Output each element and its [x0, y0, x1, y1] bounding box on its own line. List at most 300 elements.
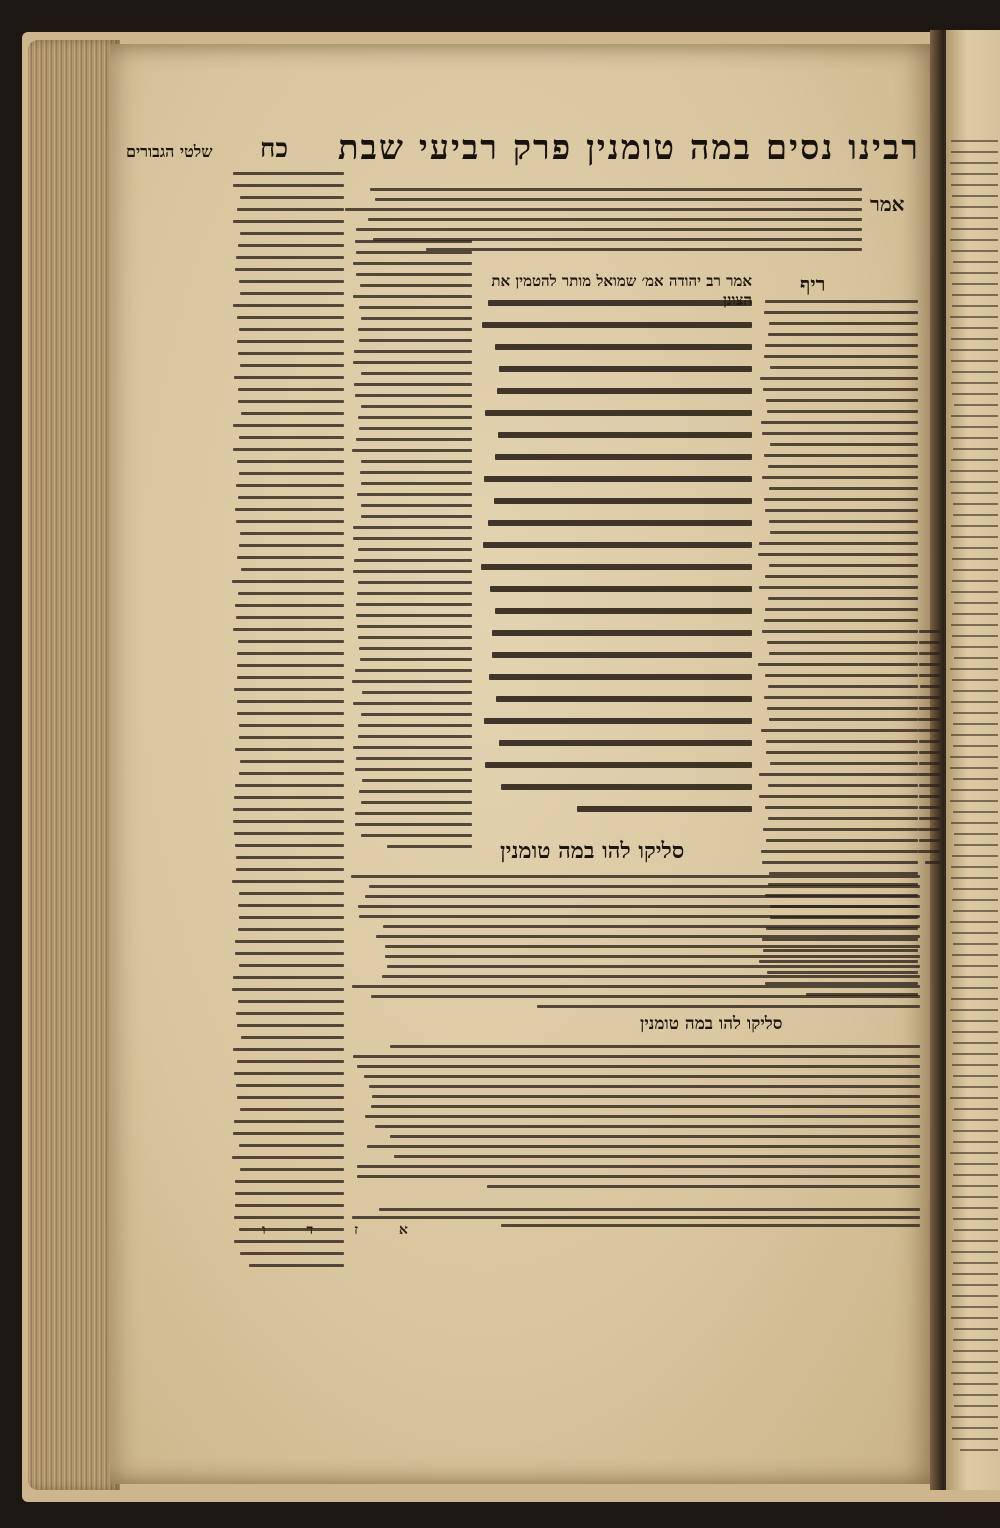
text-line	[358, 581, 472, 584]
text-line	[233, 220, 344, 223]
text-line	[951, 998, 998, 1000]
text-line	[233, 820, 344, 823]
text-line	[352, 1216, 920, 1219]
text-line	[375, 198, 862, 201]
text-line	[770, 366, 918, 369]
text-line	[488, 300, 752, 306]
text-line	[765, 300, 918, 303]
text-line	[353, 262, 472, 265]
text-line	[488, 520, 752, 526]
text-line	[951, 525, 998, 527]
text-line	[239, 916, 344, 919]
text-line	[954, 1405, 998, 1407]
text-line	[345, 208, 862, 211]
text-line	[370, 188, 862, 191]
text-line	[960, 1449, 998, 1451]
text-line	[951, 1317, 998, 1319]
text-line	[496, 696, 752, 702]
text-line	[495, 454, 752, 460]
text-line	[383, 925, 920, 928]
text-line	[353, 570, 472, 573]
text-line	[952, 1361, 998, 1363]
text-line	[233, 172, 344, 175]
text-line	[239, 724, 344, 727]
text-line	[950, 239, 998, 241]
text-line	[238, 1000, 344, 1003]
text-line	[354, 559, 472, 562]
text-line	[238, 496, 344, 499]
text-line	[953, 547, 998, 549]
running-head-title: רבינו נסים במה טומנין פרק רביעי שבת	[337, 128, 920, 168]
text-line	[769, 718, 918, 721]
text-line	[382, 975, 920, 978]
text-line	[765, 344, 918, 347]
text-line	[951, 228, 998, 230]
text-line	[358, 548, 472, 551]
text-line	[236, 1084, 344, 1087]
text-line	[358, 328, 472, 331]
text-line	[237, 556, 344, 559]
text-line	[240, 1108, 344, 1111]
text-line	[951, 360, 998, 362]
text-line	[953, 811, 998, 813]
text-line	[759, 542, 918, 545]
text-line	[495, 608, 752, 614]
text-line	[239, 328, 344, 331]
text-line	[237, 664, 344, 667]
text-line	[953, 778, 998, 780]
text-line	[951, 789, 998, 791]
text-line	[485, 762, 752, 768]
text-line	[353, 1055, 920, 1058]
text-line	[233, 184, 344, 187]
text-line	[234, 1240, 344, 1243]
text-line	[919, 674, 940, 677]
text-line	[950, 756, 998, 758]
text-line	[919, 663, 940, 666]
text-line	[237, 208, 344, 211]
text-line	[951, 459, 998, 461]
text-line	[361, 801, 472, 804]
text-line	[768, 685, 918, 688]
text-line	[952, 635, 998, 637]
text-line	[952, 965, 998, 967]
text-line	[361, 713, 472, 716]
text-line	[952, 1240, 998, 1242]
text-line	[235, 1192, 344, 1195]
text-line	[385, 945, 920, 948]
text-line	[232, 1156, 344, 1159]
text-line	[953, 1174, 998, 1176]
text-line	[761, 729, 918, 732]
text-line	[240, 1252, 344, 1255]
text-line	[361, 460, 472, 463]
text-line	[240, 760, 344, 763]
text-line	[952, 558, 998, 560]
text-line	[919, 762, 940, 765]
text-line	[238, 352, 344, 355]
text-line	[494, 498, 752, 504]
text-line	[238, 904, 344, 907]
text-line	[233, 448, 344, 451]
text-line	[951, 173, 998, 175]
text-line	[355, 394, 472, 397]
text-line	[925, 861, 940, 864]
text-line	[369, 1085, 920, 1088]
text-line	[356, 273, 472, 276]
text-line	[764, 619, 918, 622]
text-line	[762, 630, 918, 633]
footnote-block	[350, 1208, 920, 1232]
text-line	[951, 1306, 998, 1308]
text-line	[237, 676, 344, 679]
text-line	[426, 248, 862, 251]
text-line	[952, 987, 998, 989]
text-line	[390, 1045, 920, 1048]
text-line	[953, 1141, 998, 1143]
text-line	[951, 382, 998, 384]
text-line	[368, 218, 862, 221]
text-line	[236, 856, 344, 859]
text-line	[759, 773, 918, 776]
text-line	[233, 1048, 344, 1051]
text-line	[352, 680, 472, 683]
text-line	[353, 526, 472, 529]
text-line	[953, 745, 998, 747]
text-line	[953, 1218, 998, 1220]
text-line	[357, 493, 472, 496]
text-line	[954, 1328, 998, 1330]
text-line	[237, 460, 344, 463]
text-line	[235, 268, 344, 271]
main-text-opening: אמר רב יהודה אמ׳ שמואל מותר להטמין את	[491, 272, 752, 290]
text-line	[766, 751, 918, 754]
text-line	[482, 322, 752, 328]
text-line	[768, 465, 918, 468]
text-line	[951, 151, 998, 153]
text-line	[953, 1042, 998, 1044]
right-margin-notes	[918, 630, 940, 872]
text-line	[950, 481, 998, 483]
text-line	[952, 1284, 998, 1286]
text-line	[953, 514, 998, 516]
text-line	[249, 1264, 344, 1267]
text-line	[577, 806, 752, 812]
text-line	[352, 985, 920, 988]
text-line	[765, 608, 918, 611]
text-line	[951, 184, 998, 186]
text-line	[770, 443, 918, 446]
text-line	[490, 586, 752, 592]
text-line	[954, 602, 998, 604]
text-line	[762, 861, 918, 864]
text-line	[385, 955, 920, 958]
text-line	[361, 317, 472, 320]
commentary-top-label: אמר	[870, 192, 905, 216]
text-line	[951, 624, 998, 626]
text-line	[952, 1053, 998, 1055]
text-line	[767, 410, 918, 413]
text-line	[951, 734, 998, 736]
text-line	[954, 833, 998, 835]
text-line	[762, 432, 918, 435]
text-line	[239, 544, 344, 547]
text-line	[495, 344, 752, 350]
text-line	[234, 796, 344, 799]
text-line	[953, 1130, 998, 1132]
text-line	[952, 1031, 998, 1033]
text-line	[234, 1072, 344, 1075]
text-line	[951, 1372, 998, 1374]
text-line	[919, 641, 940, 644]
text-line	[241, 568, 344, 571]
text-line	[763, 828, 918, 831]
text-line	[359, 790, 472, 793]
text-line	[390, 1135, 920, 1138]
text-line	[239, 892, 344, 895]
text-line	[240, 292, 344, 295]
text-line	[394, 1155, 920, 1158]
text-line	[237, 340, 344, 343]
text-line	[919, 707, 940, 710]
text-line	[952, 1185, 998, 1187]
text-line	[950, 349, 998, 351]
text-line	[762, 476, 918, 479]
text-line	[768, 784, 918, 787]
text-line	[233, 304, 344, 307]
text-line	[952, 294, 998, 296]
text-line	[764, 454, 918, 457]
text-line	[764, 311, 918, 314]
text-line	[358, 416, 472, 419]
text-line	[766, 740, 918, 743]
text-line	[236, 484, 344, 487]
text-line	[353, 361, 472, 364]
text-line	[235, 784, 344, 787]
text-line	[953, 569, 998, 571]
text-line	[951, 426, 998, 428]
text-line	[919, 795, 940, 798]
text-line	[954, 1108, 998, 1110]
text-line	[953, 690, 998, 692]
text-line	[237, 1096, 344, 1099]
text-line	[364, 1075, 920, 1078]
text-line	[361, 372, 472, 375]
text-line	[357, 1165, 920, 1168]
text-line	[951, 591, 998, 593]
left-gloss-column	[232, 172, 344, 1276]
text-line	[238, 928, 344, 931]
text-line	[234, 376, 344, 379]
text-line	[764, 355, 918, 358]
text-line	[371, 995, 920, 998]
text-line	[241, 1036, 344, 1039]
text-line	[950, 1097, 998, 1099]
text-line	[769, 652, 918, 655]
text-line	[759, 586, 918, 589]
middle-commentary-column	[352, 240, 472, 856]
text-line	[351, 875, 920, 878]
text-line	[768, 817, 918, 820]
text-line	[240, 196, 344, 199]
text-line	[951, 701, 998, 703]
text-line	[951, 1416, 998, 1418]
text-line	[952, 679, 998, 681]
text-line	[234, 1216, 344, 1219]
text-line	[952, 371, 998, 373]
text-line	[357, 625, 472, 628]
text-line	[357, 1175, 920, 1178]
right-page-edge	[946, 30, 1000, 1490]
text-line	[769, 564, 918, 567]
text-line	[375, 1125, 920, 1128]
text-line	[951, 822, 998, 824]
text-line	[918, 696, 940, 699]
text-line	[953, 712, 998, 714]
text-line	[951, 217, 998, 219]
text-line	[361, 504, 472, 507]
text-line	[950, 162, 998, 164]
text-line	[239, 772, 344, 775]
text-line	[952, 1273, 998, 1275]
text-line	[951, 866, 998, 868]
text-line	[952, 613, 998, 615]
text-line	[359, 427, 472, 430]
text-line	[769, 322, 918, 325]
text-line	[387, 965, 920, 968]
text-line	[952, 1086, 998, 1088]
text-line	[953, 723, 998, 725]
text-line	[359, 915, 920, 918]
text-line	[953, 910, 998, 912]
text-line	[953, 1339, 998, 1341]
text-line	[952, 283, 998, 285]
text-line	[951, 1251, 998, 1253]
text-line	[238, 388, 344, 391]
text-line	[235, 748, 344, 751]
text-line	[484, 476, 752, 482]
text-line	[239, 1144, 344, 1147]
text-line	[918, 828, 940, 831]
text-line	[950, 800, 998, 802]
text-line	[358, 724, 472, 727]
text-line	[483, 542, 752, 548]
text-line	[238, 640, 344, 643]
text-line	[492, 652, 752, 658]
text-line	[920, 685, 940, 688]
text-line	[360, 471, 472, 474]
text-line	[766, 839, 918, 842]
text-line	[361, 515, 472, 518]
text-line	[953, 1383, 998, 1385]
text-line	[953, 1350, 998, 1352]
text-line	[354, 383, 472, 386]
text-line	[232, 988, 344, 991]
text-line	[767, 707, 918, 710]
text-line	[951, 976, 998, 978]
text-line	[952, 1207, 998, 1209]
text-line	[768, 597, 918, 600]
text-line	[952, 1020, 998, 1022]
text-line	[765, 509, 918, 512]
text-line	[919, 806, 940, 809]
text-line	[233, 808, 344, 811]
text-line	[770, 762, 918, 765]
signature-mark: א ז ד ו	[262, 1222, 426, 1238]
text-line	[372, 1095, 920, 1098]
text-line	[355, 812, 472, 815]
text-line	[497, 388, 752, 394]
text-line	[239, 280, 344, 283]
text-line	[764, 498, 918, 501]
text-line	[234, 1120, 344, 1123]
text-line	[918, 850, 940, 853]
text-line	[760, 377, 918, 380]
text-line	[235, 952, 344, 955]
text-line	[951, 250, 998, 252]
text-line	[356, 251, 472, 254]
text-line	[239, 736, 344, 739]
text-line	[352, 449, 472, 452]
text-line	[919, 751, 940, 754]
text-line	[361, 482, 472, 485]
text-line	[356, 603, 472, 606]
text-line	[356, 438, 472, 441]
text-line	[233, 628, 344, 631]
text-line	[952, 1438, 998, 1440]
text-line	[353, 746, 472, 749]
text-line	[950, 1009, 998, 1011]
text-line	[485, 410, 752, 416]
text-line	[953, 448, 998, 450]
text-line	[237, 1060, 344, 1063]
right-page-text-lines	[950, 140, 998, 1460]
text-line	[360, 658, 472, 661]
text-line	[919, 784, 940, 787]
text-line	[240, 532, 344, 535]
text-line	[952, 954, 998, 956]
text-line	[951, 338, 998, 340]
text-line	[953, 943, 998, 945]
text-line	[232, 580, 344, 583]
text-line	[951, 437, 998, 439]
text-line	[236, 520, 344, 523]
text-line	[361, 405, 472, 408]
text-line	[950, 316, 998, 318]
text-line	[238, 244, 344, 247]
text-line	[769, 487, 918, 490]
text-line	[235, 940, 344, 943]
bottom-commentary-block	[350, 1045, 920, 1195]
text-line	[764, 696, 918, 699]
text-line	[387, 845, 472, 848]
text-line	[235, 1180, 344, 1183]
text-line	[355, 669, 472, 672]
text-line	[761, 421, 918, 424]
text-line	[919, 817, 940, 820]
text-line	[238, 400, 344, 403]
text-line	[237, 316, 344, 319]
text-line	[501, 1224, 920, 1227]
text-line	[358, 735, 472, 738]
text-line	[484, 718, 752, 724]
lower-commentary-block	[350, 875, 920, 1015]
text-line	[953, 1262, 998, 1264]
text-line	[950, 921, 998, 923]
main-closing-heading: סליקו להו במה טומנין	[500, 838, 685, 864]
text-line	[951, 415, 998, 417]
text-line	[233, 424, 344, 427]
